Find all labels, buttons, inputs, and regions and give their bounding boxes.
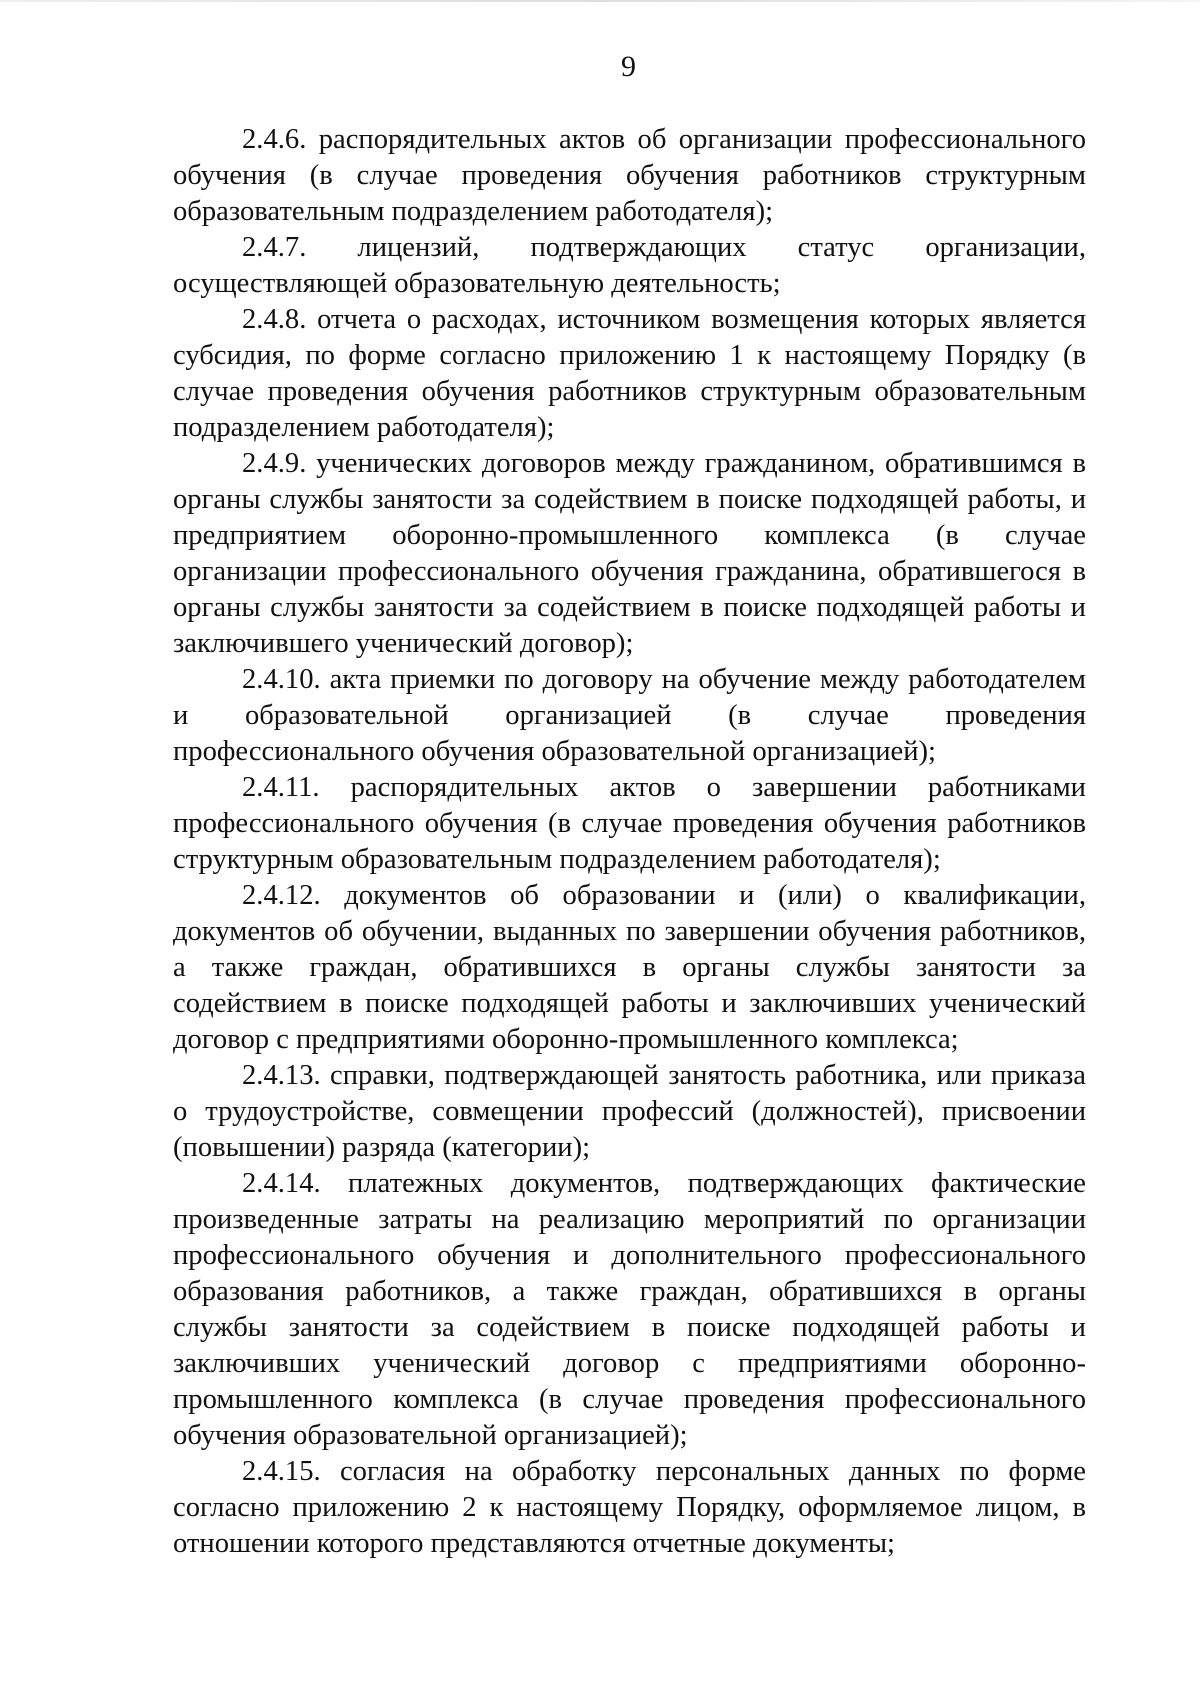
paragraph-2-4-9: 2.4.9. ученических договоров между гражданином, обратившимся в органы службы занятости за содействием в поиске подходящей работы, и предприятием оборонно-промышленного комплекса (в случае организации профессионального обучения гражданина, обратившегося в органы службы занятости за содействием в поиске подходящей работы и заключившего ученический договор); (173, 448, 1086, 659)
paragraph-2-4-11: 2.4.11. распорядительных актов о завершении работниками профессионального обучения (в случае проведения обучения работников структурным образовательным подразделением работодателя); (173, 772, 1086, 875)
paragraph-2-4-13: 2.4.13. справки, подтверждающей занятость работника, или приказа о трудоустройстве, совмещении профессий (должностей), присвоении (повышении) разряда (категории); (173, 1060, 1086, 1163)
paragraph-2-4-7: 2.4.7. лицензий, подтверждающих статус организации, осуществляющей образовательную деятельность; (173, 232, 1086, 299)
paragraph-2-4-15: 2.4.15. согласия на обработку персональных данных по форме согласно приложению 2 к настоящему Порядку, оформляемое лицом, в отношении которого представляются отчетные документы; (173, 1456, 1086, 1559)
paragraph-2-4-12: 2.4.12. документов об образовании и (или) о квалификации, документов об обучении, выданных по завершении обучения работников, а также граждан, обратившихся в органы службы занятости за содействием в поиске подходящей работы и заключивших ученический договор с предприятиями оборонно-промышленного комплекса; (173, 880, 1086, 1055)
paragraph-2-4-14: 2.4.14. платежных документов, подтверждающих фактические произведенные затраты на реализацию мероприятий по организации профессионального обучения и дополнительного профессионального образования работников, а также граждан, обратившихся в органы службы занятости за содействием в поиске подходящей работы и заключивших ученический договор с предприятиями оборонно-промышленного комплекса (в случае проведения профессионального обучения образовательной организацией); (173, 1168, 1086, 1451)
document-body (173, 122, 1086, 1562)
paragraph-2-4-6: 2.4.6. распорядительных актов об организации профессионального обучения (в случае проведения обучения работников структурным образовательным подразделением работодателя); (173, 124, 1086, 227)
scan-edge (0, 0, 1200, 2)
page-number: 9 (621, 50, 636, 83)
paragraph-2-4-10: 2.4.10. акта приемки по договору на обучение между работодателем и образовательной организацией (в случае проведения профессионального обучения образовательной организацией); (173, 664, 1086, 767)
paragraph-2-4-8: 2.4.8. отчета о расходах, источником возмещения которых является субсидия, по форме согласно приложению 1 к настоящему Порядку (в случае проведения обучения работников структурным образовательным подразделением работодателя); (173, 304, 1086, 443)
